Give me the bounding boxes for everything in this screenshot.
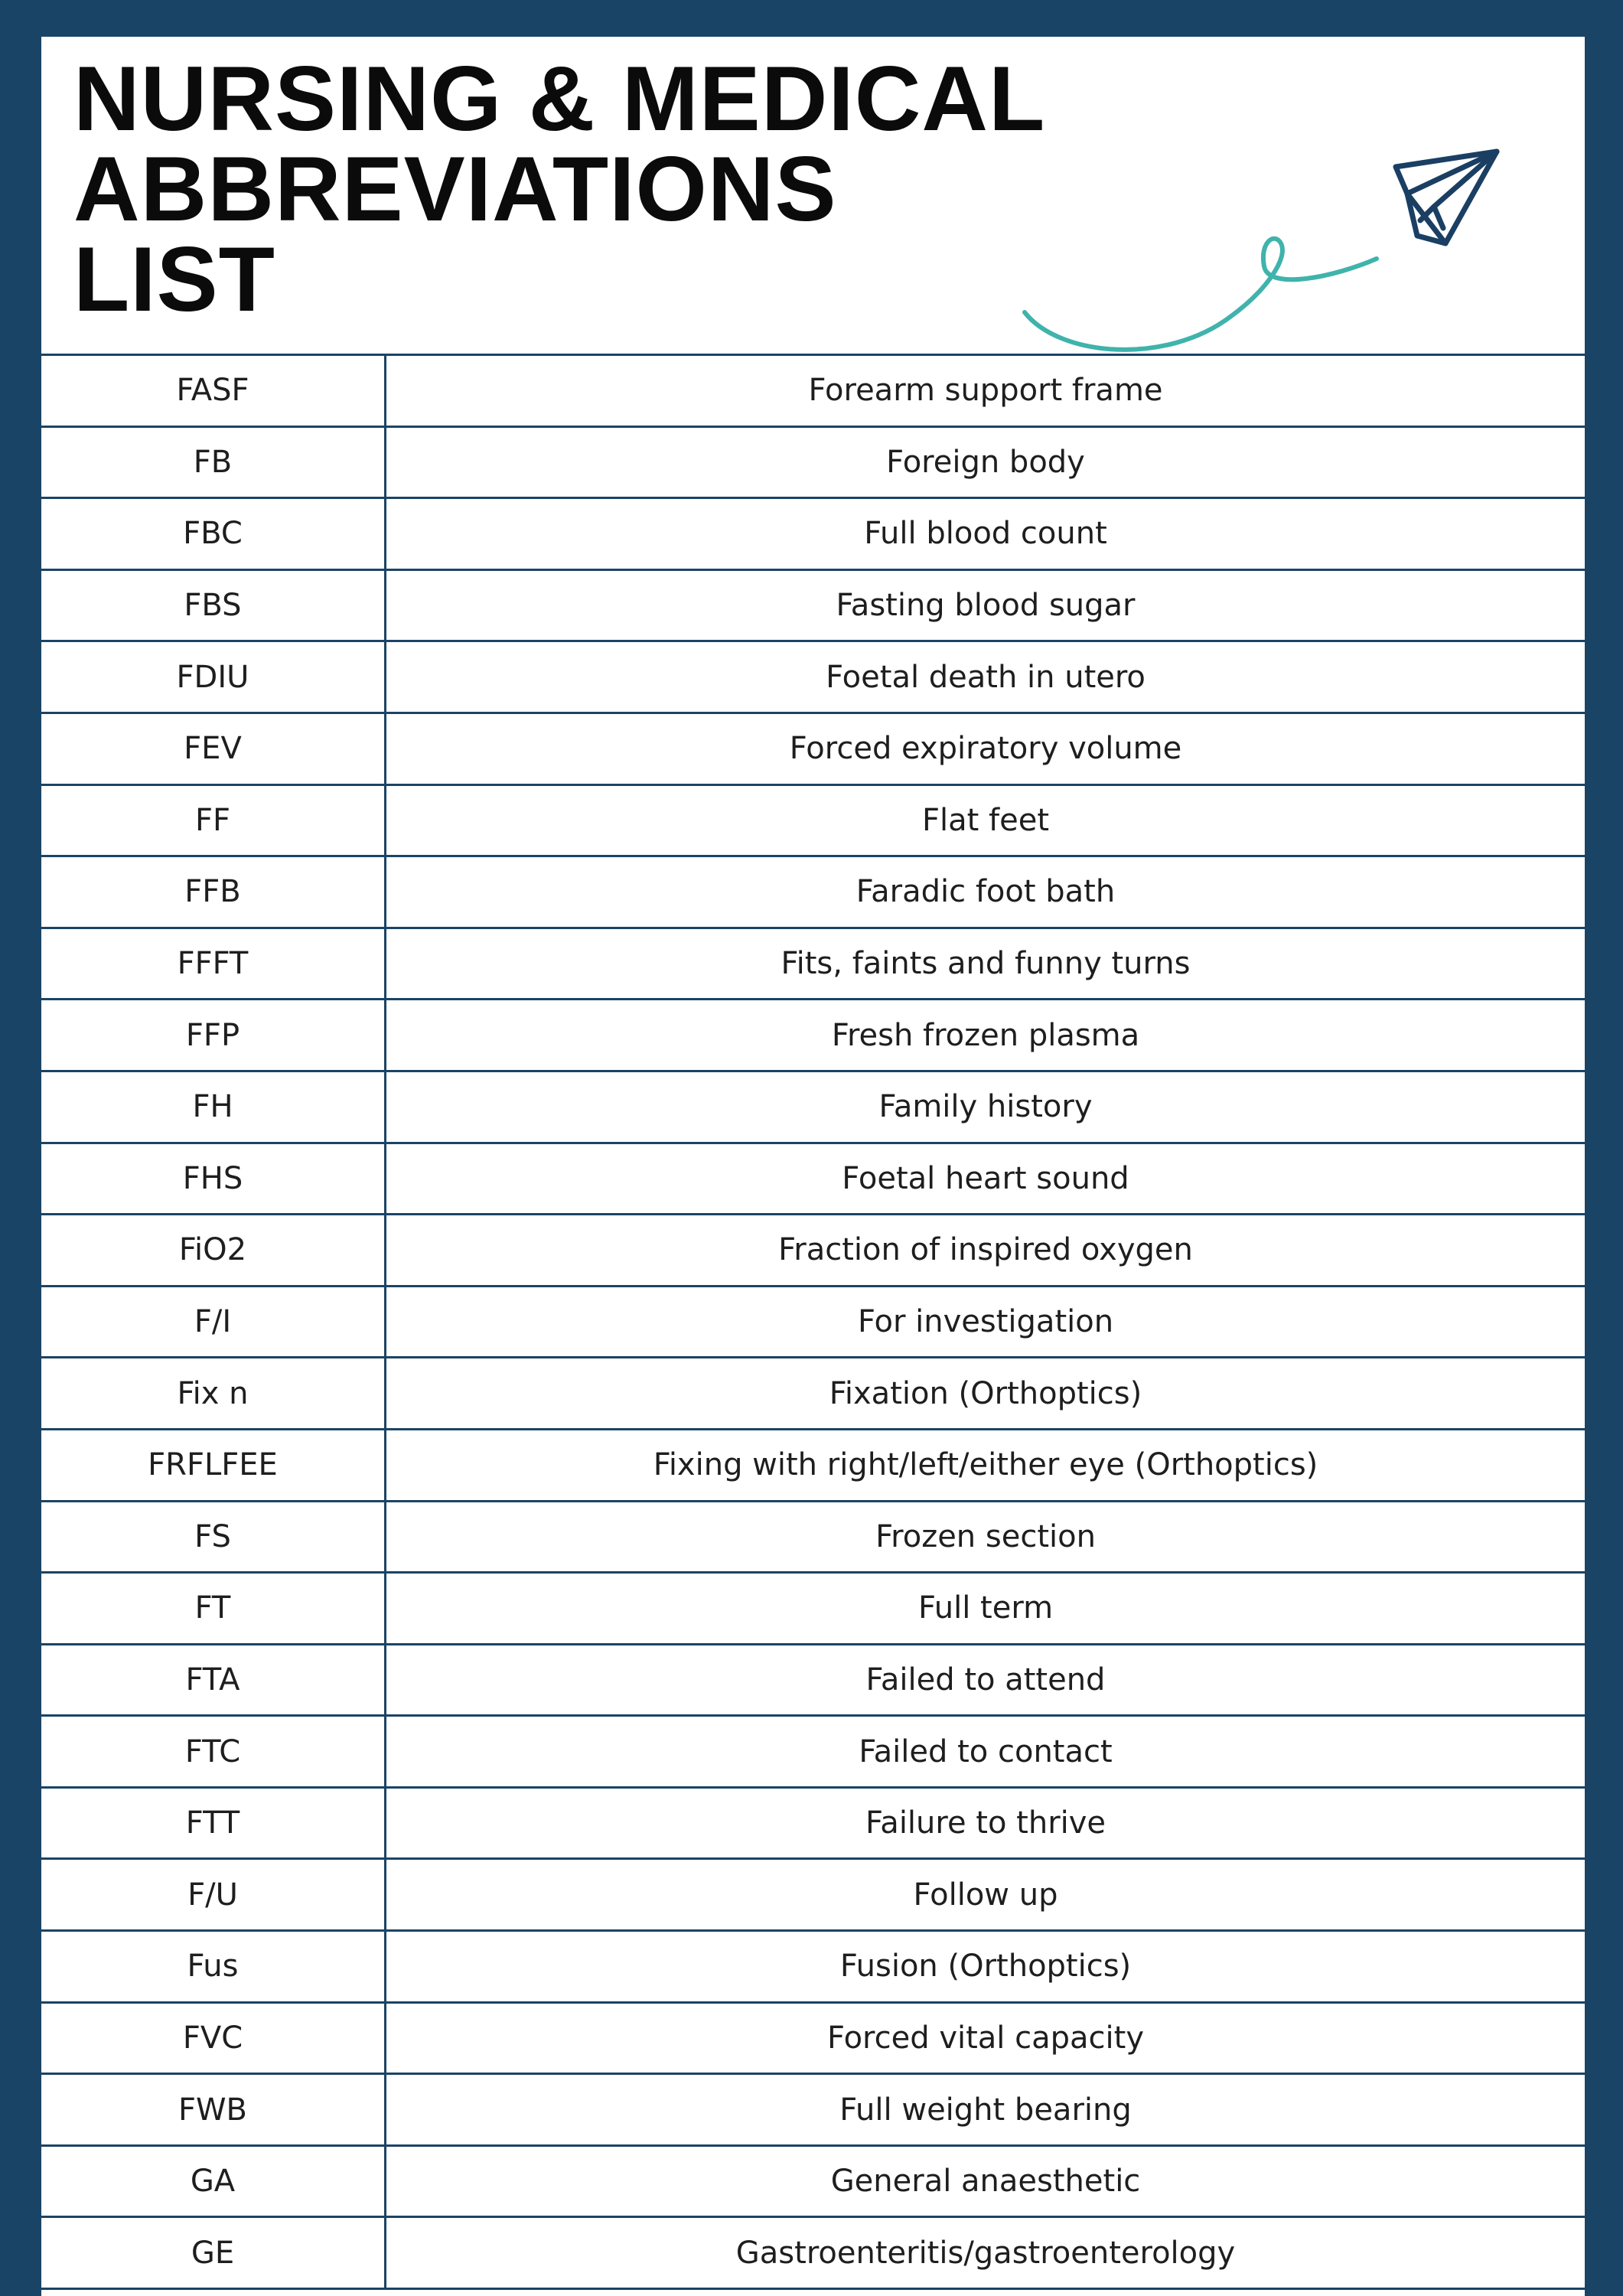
abbreviation-cell: FFB	[41, 857, 386, 927]
meaning-cell: Foreign body	[886, 444, 1085, 480]
abbreviation-cell: Fus	[41, 1932, 386, 2001]
abbreviation-cell: FH	[41, 1072, 386, 1142]
table-row	[41, 1717, 1585, 1789]
meaning-cell: Failure to thrive	[865, 1805, 1106, 1841]
abbreviation-cell: FASF	[41, 356, 386, 426]
meaning-cell: General anaesthetic	[830, 2164, 1141, 2200]
table-row	[41, 428, 1585, 500]
abbreviation-cell: FEV	[41, 714, 386, 784]
table-row	[41, 1932, 1585, 2004]
meaning-cell: Fits, faints and funny turns	[781, 946, 1191, 982]
abbreviation-cell: FF	[41, 786, 386, 856]
table-row	[41, 1072, 1585, 1144]
table-row	[41, 929, 1585, 1001]
meaning-cell: Foetal heart sound	[842, 1160, 1129, 1196]
meaning-cell: Fraction of inspired oxygen	[778, 1232, 1193, 1268]
table-row	[41, 714, 1585, 786]
meaning-cell: Faradic foot bath	[855, 874, 1116, 910]
meaning-cell: Family history	[878, 1089, 1093, 1125]
meaning-cell: Full term	[917, 1590, 1054, 1626]
meaning-cell: Follow up	[913, 1877, 1058, 1913]
abbreviation-cell: FTT	[41, 1789, 386, 1858]
meaning-cell: Full weight bearing	[839, 2092, 1132, 2128]
title-line-2: ABBREVIATIONS	[73, 138, 837, 240]
abbreviation-cell: F/I	[41, 1287, 386, 1357]
table-row	[41, 786, 1585, 858]
abbreviation-cell: FDIU	[41, 642, 386, 712]
meaning-cell: Foetal death in utero	[826, 659, 1146, 695]
abbreviation-cell: FBS	[41, 571, 386, 641]
abbreviation-cell: GE	[41, 2218, 386, 2288]
table-row	[41, 1860, 1585, 1932]
meaning-cell: Forced vital capacity	[826, 2020, 1144, 2056]
meaning-cell: Failed to attend	[865, 1662, 1106, 1698]
title-line-3: LIST	[73, 228, 275, 331]
abbreviation-cell: FBC	[41, 499, 386, 569]
table-row	[41, 1215, 1585, 1287]
meaning-cell: Fusion (Orthoptics)	[839, 1949, 1132, 1985]
meaning-cell: Gastroenteritis/gastroenterology	[735, 2235, 1236, 2271]
table-row	[41, 1574, 1585, 1645]
meaning-cell: Frozen section	[875, 1518, 1096, 1554]
table-row	[41, 857, 1585, 929]
title-line-1: NURSING & MEDICAL	[73, 47, 1046, 150]
meaning-cell: Full blood count	[864, 516, 1107, 552]
abbreviation-cell: FTC	[41, 1717, 386, 1786]
table-row	[41, 356, 1585, 428]
table-row	[41, 1645, 1585, 1717]
meaning-cell: Fresh frozen plasma	[831, 1017, 1140, 1053]
abbreviation-cell: FS	[41, 1502, 386, 1572]
abbreviation-cell: Fix n	[41, 1358, 386, 1428]
abbreviation-table	[41, 354, 1585, 2290]
meaning-cell: Flat feet	[921, 802, 1049, 838]
abbreviation-cell: FTA	[41, 1645, 386, 1715]
table-row	[41, 499, 1585, 571]
table-row	[41, 1430, 1585, 1502]
table-row	[41, 1000, 1585, 1072]
abbreviation-cell: FB	[41, 428, 386, 497]
header	[41, 37, 1585, 354]
meaning-cell: Fixing with right/left/either eye (Orthoptics)	[653, 1447, 1318, 1483]
abbreviation-cell: FiO2	[41, 1215, 386, 1285]
paper-plane-icon	[975, 113, 1526, 373]
table-row	[41, 2218, 1585, 2290]
meaning-cell: For investigation	[857, 1304, 1114, 1340]
table-row	[41, 1789, 1585, 1861]
abbreviation-cell: FHS	[41, 1144, 386, 1214]
table-row	[41, 571, 1585, 643]
meaning-cell: Forced expiratory volume	[789, 731, 1182, 767]
abbreviation-cell: FFP	[41, 1000, 386, 1070]
abbreviation-cell: GA	[41, 2147, 386, 2216]
meaning-cell: Forearm support frame	[808, 373, 1163, 409]
abbreviation-cell: F/U	[41, 1860, 386, 1929]
table-row	[41, 1502, 1585, 1574]
abbreviation-cell: FVC	[41, 2004, 386, 2073]
table-row	[41, 2147, 1585, 2219]
meaning-cell: Fixation (Orthoptics)	[829, 1375, 1142, 1411]
table-row	[41, 2075, 1585, 2147]
abbreviation-cell: FWB	[41, 2075, 386, 2144]
abbreviation-cell: FRFLFEE	[41, 1430, 386, 1500]
swirl-trail	[1025, 239, 1377, 350]
paper-plane-outline	[1396, 152, 1497, 243]
table-row	[41, 1358, 1585, 1430]
table-row	[41, 642, 1585, 714]
abbreviation-cell: FFFT	[41, 929, 386, 999]
abbreviation-cell: FT	[41, 1574, 386, 1643]
table-row	[41, 2004, 1585, 2076]
document-sheet	[41, 37, 1585, 2296]
table-row	[41, 1287, 1585, 1359]
meaning-cell: Fasting blood sugar	[836, 588, 1136, 624]
table-row	[41, 1144, 1585, 1216]
meaning-cell: Failed to contact	[859, 1733, 1113, 1769]
